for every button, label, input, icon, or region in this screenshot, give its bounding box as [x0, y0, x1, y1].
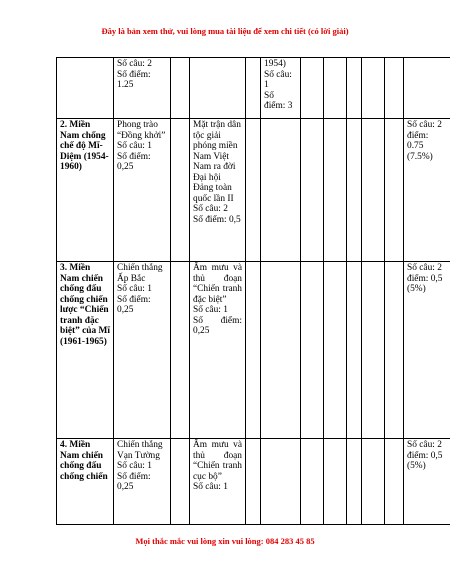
cell-line: Số câu: 2 — [407, 120, 442, 130]
empty-cell — [362, 58, 385, 119]
cell-line: Số câu: 2 — [117, 59, 152, 69]
cell-line: Số điểm: — [117, 69, 151, 80]
cell-line: Số câu: 1 — [193, 305, 228, 315]
cell-line: Âm mưu và thủ đoạn “Chiến tranh cục bộ” — [193, 440, 242, 482]
topic-label: 3. Miền Nam chiến chống đấu chống chiến lược “Chiến tranh đặc biệt” của Mĩ (1961-1965) — [60, 263, 110, 347]
empty-cell — [324, 439, 347, 525]
total-cell — [404, 119, 450, 262]
empty-cell — [385, 439, 404, 525]
contact-banner: Mọi thắc mắc vui lòng xin vui lòng: 084 283 45 85 — [135, 536, 315, 546]
recognition-cell — [114, 262, 171, 439]
table-row — [57, 58, 450, 119]
empty-cell — [324, 119, 347, 262]
empty-cell — [385, 119, 404, 262]
cell-line: Âm mưu và thủ đoạn “Chiến tranh đặc biệt” — [193, 263, 242, 305]
cell-line: Số câu: 2 — [407, 440, 442, 450]
cell-line: Số điểm: 0,25 — [117, 471, 151, 492]
total-cell — [404, 439, 450, 525]
cell-line: điểm: 0.75 — [407, 130, 429, 151]
empty-cell — [362, 119, 385, 262]
topic-label-cell — [57, 58, 114, 119]
cell-line: Chiến thắng Vạn Tường — [117, 440, 163, 461]
understanding-cell — [190, 58, 246, 119]
cell-line: Số câu: 1 — [117, 141, 152, 151]
cell-line: 1.25 — [117, 80, 134, 90]
application-cell — [261, 439, 301, 525]
empty-cell — [347, 262, 362, 439]
empty-cell — [347, 119, 362, 262]
preview-notice-banner: Đây là bản xem thử, vui lòng mua tài liệu để xem chi tiết (có lời giải) — [101, 26, 349, 36]
recognition-cell — [114, 58, 171, 119]
cell-line: Mặt trận dân tộc giải phóng miền Nam Việt Nam ra đời — [193, 120, 241, 172]
cell-line: Số điểm: 0,25 — [117, 294, 151, 315]
empty-cell — [324, 262, 347, 439]
total-cell — [404, 58, 450, 119]
topic-label-cell — [57, 119, 114, 262]
understanding-cell — [190, 119, 246, 262]
cell-line: điểm: 0,5 — [407, 273, 443, 284]
topic-label-cell — [57, 439, 114, 525]
empty-cell — [301, 58, 324, 119]
cell-line: (5%) — [407, 461, 426, 471]
cell-line: (5%) — [407, 284, 426, 294]
empty-cell — [347, 439, 362, 525]
empty-cell — [301, 262, 324, 439]
cell-line: Số điểm: 0,5 — [193, 214, 241, 225]
understanding-cell — [190, 262, 246, 439]
cell-line: Phong trào “Đồng khởi” — [117, 120, 166, 141]
empty-cell — [246, 119, 261, 262]
recognition-cell — [114, 119, 171, 262]
empty-cell — [246, 58, 261, 119]
cell-line: Số câu: 2 — [193, 204, 228, 214]
empty-cell — [246, 262, 261, 439]
empty-cell — [347, 58, 362, 119]
cell-line: Số câu: — [264, 69, 292, 80]
empty-cell — [385, 262, 404, 439]
cell-line: Số câu: 1 — [193, 482, 228, 492]
table-row — [57, 439, 450, 525]
table-row — [57, 119, 450, 262]
cell-line: (7.5%) — [407, 151, 433, 162]
empty-cell — [246, 439, 261, 525]
cell-line: Số câu: 1 — [117, 461, 152, 471]
empty-cell — [362, 439, 385, 525]
cell-line: Số câu: 2 — [407, 263, 442, 273]
understanding-cell — [190, 439, 246, 525]
cell-line: Đại hội Đảng toàn quốc lần II — [193, 172, 234, 204]
cell-line: 1 — [264, 80, 269, 90]
cell-line: Số — [264, 90, 274, 101]
empty-cell — [171, 119, 190, 262]
empty-cell — [171, 439, 190, 525]
topic-label-cell — [57, 262, 114, 439]
application-cell — [261, 262, 301, 439]
cell-line: Số điểm: 0,25 — [117, 151, 151, 172]
empty-cell — [301, 439, 324, 525]
recognition-cell — [114, 439, 171, 525]
total-cell — [404, 262, 450, 439]
cell-line: 1954) — [264, 59, 286, 69]
exam-matrix-table — [56, 57, 450, 525]
empty-cell — [301, 119, 324, 262]
table-row — [57, 262, 450, 439]
empty-cell — [324, 58, 347, 119]
topic-label: 2. Miền Nam chống chế độ Mĩ-Diệm (1954-1960) — [60, 120, 109, 172]
empty-cell — [171, 262, 190, 439]
cell-line: điểm: 3 — [264, 101, 293, 111]
cell-line: Chiến thắng Ấp Bắc — [117, 263, 163, 284]
application-cell — [261, 58, 301, 119]
cell-line: Số câu: 1 — [117, 284, 152, 294]
empty-cell — [362, 262, 385, 439]
cell-line: Số điểm: 0,25 — [193, 315, 242, 336]
empty-cell — [171, 58, 190, 119]
cell-line: điểm: 0,5 — [407, 450, 443, 461]
application-cell — [261, 119, 301, 262]
topic-label: 4. Miền Nam chiến chống đấu chống chiến — [60, 440, 108, 482]
empty-cell — [385, 58, 404, 119]
